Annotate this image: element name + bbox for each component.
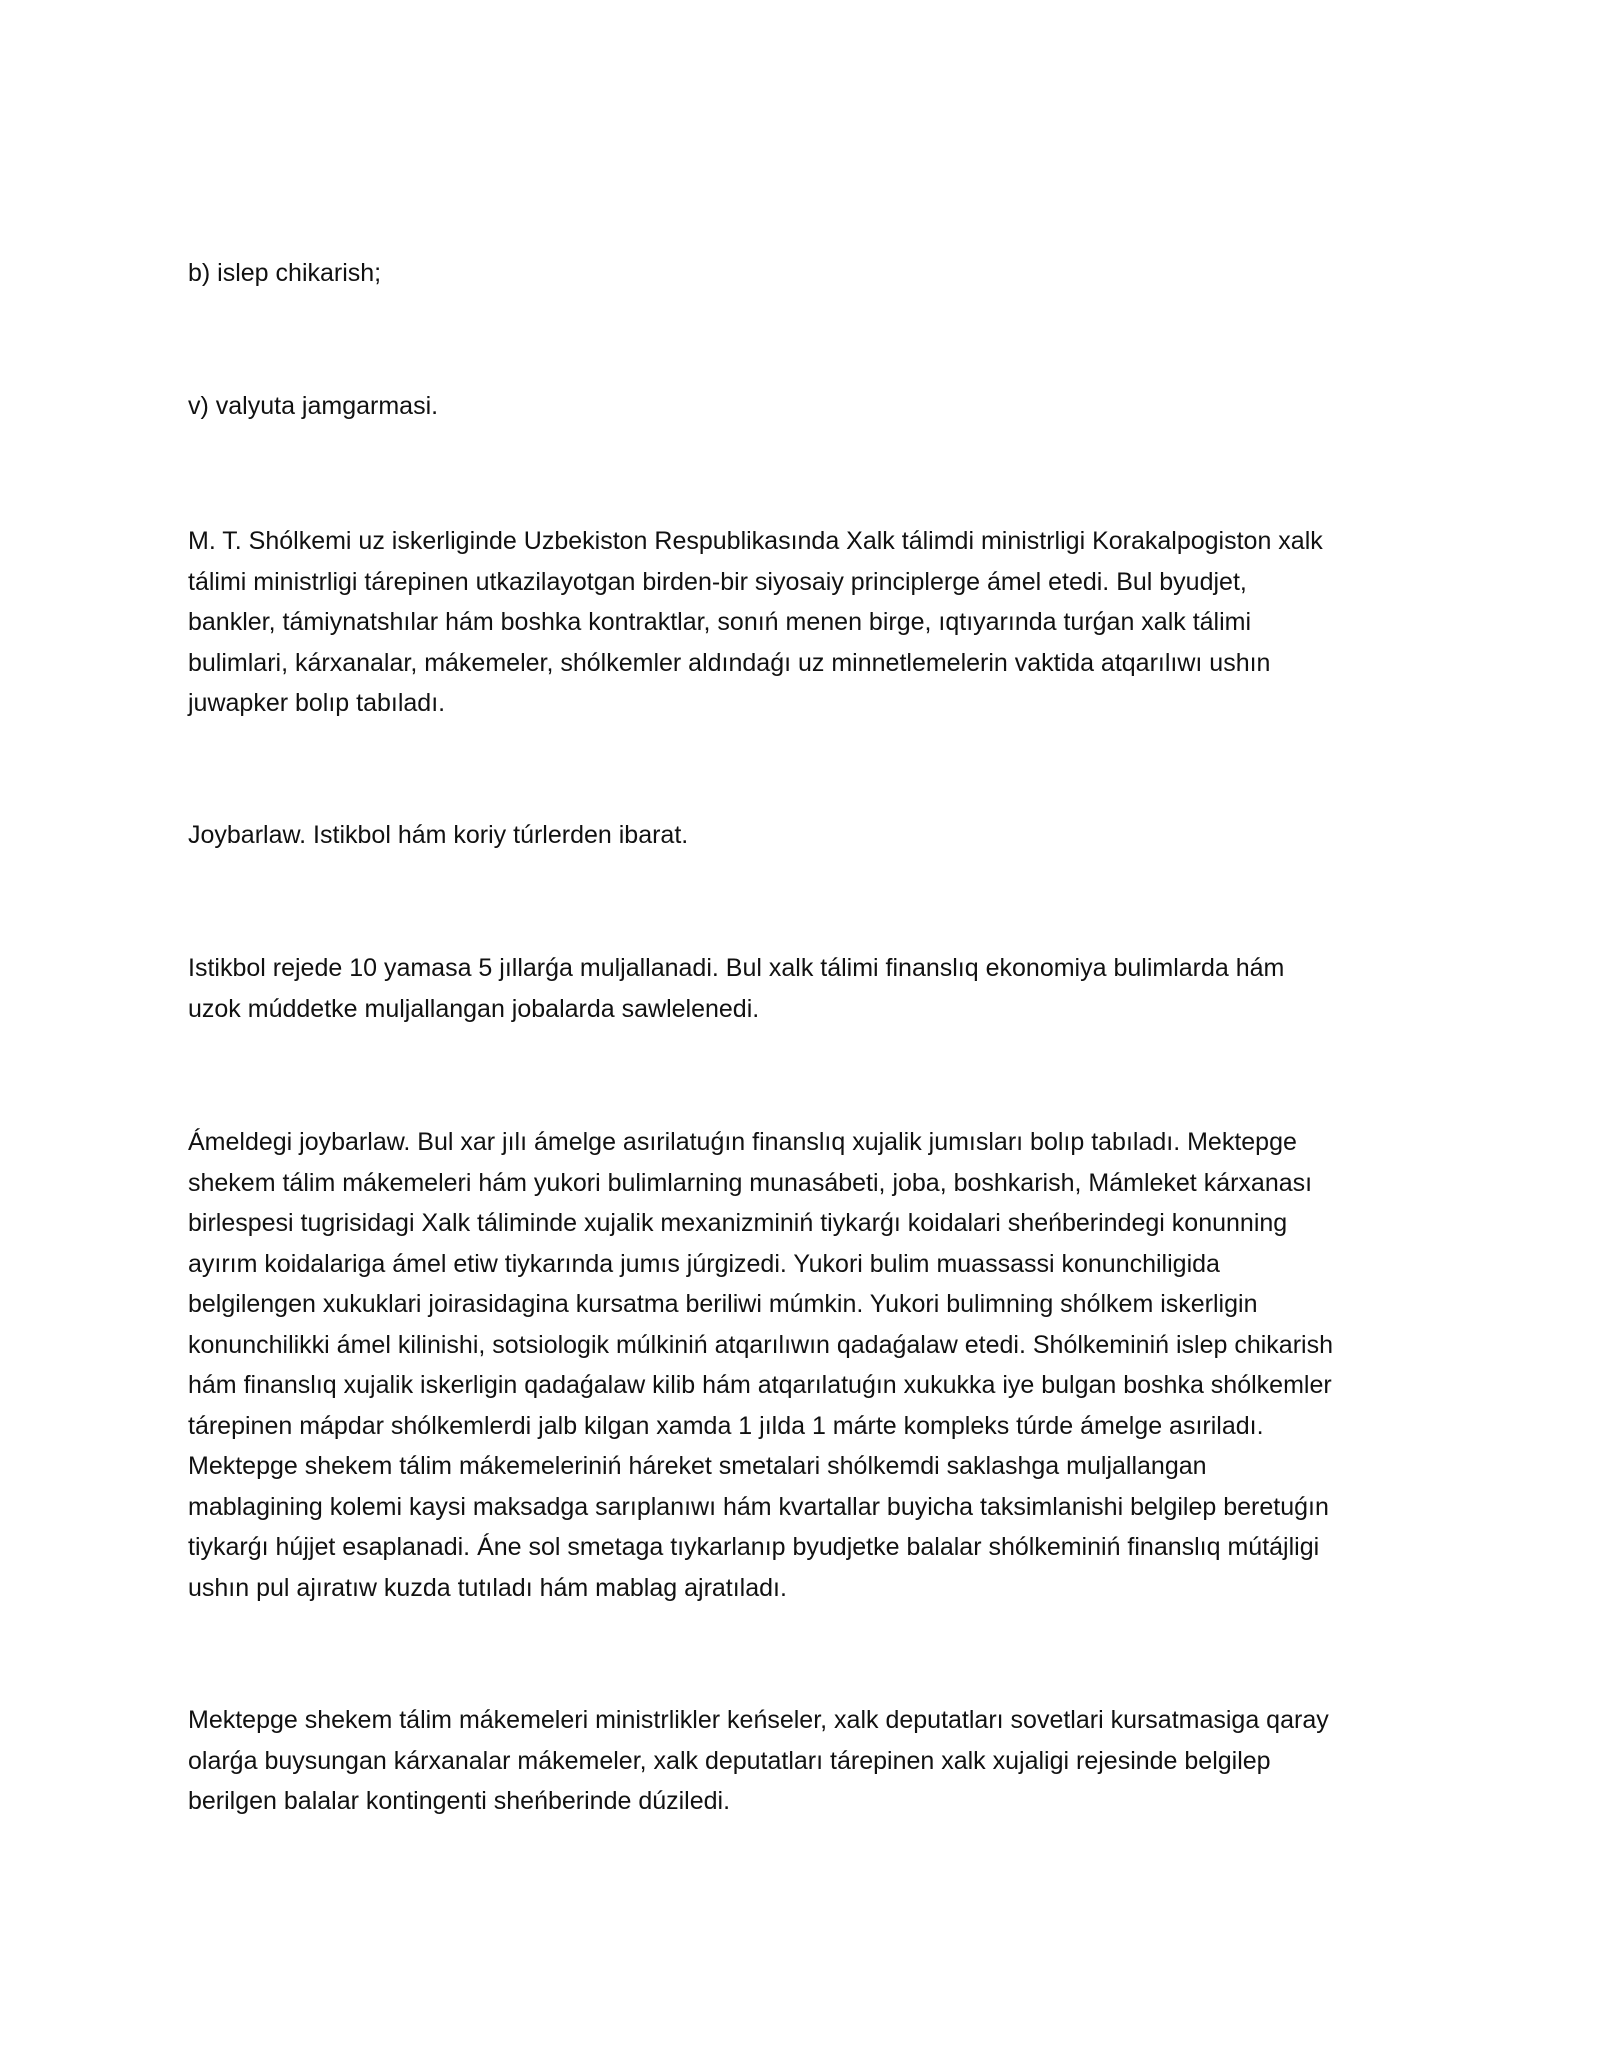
text-line: v) valyuta jamgarmasi.	[188, 392, 439, 420]
paragraph-mektepge-shekem	[188, 1700, 1428, 1822]
text-line: Ámeldegi joybarlaw. Bul xar jılı ámelge asırilatuǵın finanslıq xujalik jumısları bolıp tabıladı. Mektepge	[188, 1128, 1297, 1156]
text-line: berilgen balalar kontingenti sheńberinde dúziledi.	[188, 1787, 731, 1815]
text-line: Joybarlaw. Istikbol hám koriy túrlerden ibarat.	[188, 821, 689, 849]
text-line: tiykarǵı hújjet esaplanadi. Áne sol smetaga tıykarlanıp byudjetke balalar shólkeminiń finanslıq mútájligi	[188, 1533, 1320, 1561]
text-line: uzok múddetke muljallangan jobalarda sawlelenedi.	[188, 994, 760, 1023]
text-line: mablagining kolemi kaysi maksadga sarıplanıwı hám kvartallar buyicha taksimlanishi belgilep beretuǵın	[188, 1492, 1329, 1521]
text-line: belgilengen xukuklari joirasidagina kursatma beriliwi múmkin. Yukori bulimning shólkem iskerligin	[188, 1290, 1258, 1318]
text-line: ayırım koidalariga ámel etiw tiykarında jumıs júrgizedi. Yukori bulim muassassi konunchiligida	[188, 1249, 1220, 1278]
paragraph-valyuta-jamgarmasi	[188, 386, 1428, 427]
text-line: ushın pul ajıratıw kuzda tutıladı hám mablag ajratıladı.	[188, 1573, 787, 1602]
text-line: tárepinen mápdar shólkemlerdi jalb kilgan xamda 1 jılda 1 márte kompleks túrde ámelge asıriladı.	[188, 1411, 1264, 1440]
text-line: M. T. Shólkemi uz iskerliginde Uzbekiston Respublikasında Xalk tálimdi ministrligi Korakalpogiston xalk	[188, 527, 1323, 555]
text-line: Mektepge shekem tálim mákemeleri ministrlikler keńseler, xalk deputatları sovetlari kursatmasiga qaray	[188, 1706, 1329, 1734]
paragraph-mt-sholkemi	[188, 521, 1428, 724]
text-line: hám finanslıq xujalik iskerligin qadaǵalaw kilib hám atqarılatuǵın xukukka iye bulgan boshka shólkemler	[188, 1371, 1332, 1399]
text-line: olarǵa buysungan kárxanalar mákemeler, xalk deputatları tárepinen xalk xujaligi rejesinde belgilep	[188, 1746, 1271, 1775]
text-line: juwapker bolıp tabıladı.	[188, 689, 446, 717]
text-line: birlespesi tugrisidagi Xalk táliminde xujalik mexanizminiń tiykarǵı koidalari sheńberindegi konunning	[188, 1209, 1288, 1237]
text-line: b) islep chikarish;	[188, 259, 382, 287]
text-line: tálimi ministrligi tárepinen utkazilayotgan birden-bir siyosaiy principlerge ámel etedi. Bul byudjet,	[188, 567, 1247, 596]
paragraph-ameldegi-joybarlaw	[188, 1122, 1428, 1608]
paragraph-joybarlaw	[188, 815, 1428, 856]
text-line: bulimlari, kárxanalar, mákemeler, shólkemler aldındaǵı uz minnetlemelerin vaktida atqarılıwı ushın	[188, 648, 1271, 677]
paragraph-istikbol-rejede	[188, 948, 1428, 1029]
text-line: bankler, támiynatshılar hám boshka kontraktlar, sonıń menen birge, ıqtıyarında turǵan xalk tálimi	[188, 608, 1252, 636]
text-line: Istikbol rejede 10 yamasa 5 jıllarǵa muljallanadi. Bul xalk tálimi finanslıq ekonomiya bulimlarda hám	[188, 954, 1285, 982]
text-line: shekem tálim mákemeleri hám yukori bulimlarning munasábeti, joba, boshkarish, Mámleket kárxanası	[188, 1168, 1313, 1197]
text-line: konunchilikki ámel kilinishi, sotsiologik múlkiniń atqarılıwın qadaǵalaw etedi. Shólkeminiń islep chikarish	[188, 1330, 1333, 1359]
paragraph-islep-chikarish	[188, 253, 1428, 294]
text-line: Mektepge shekem tálim mákemeleriniń háreket smetalari shólkemdi saklashga muljallangan	[188, 1452, 1207, 1480]
